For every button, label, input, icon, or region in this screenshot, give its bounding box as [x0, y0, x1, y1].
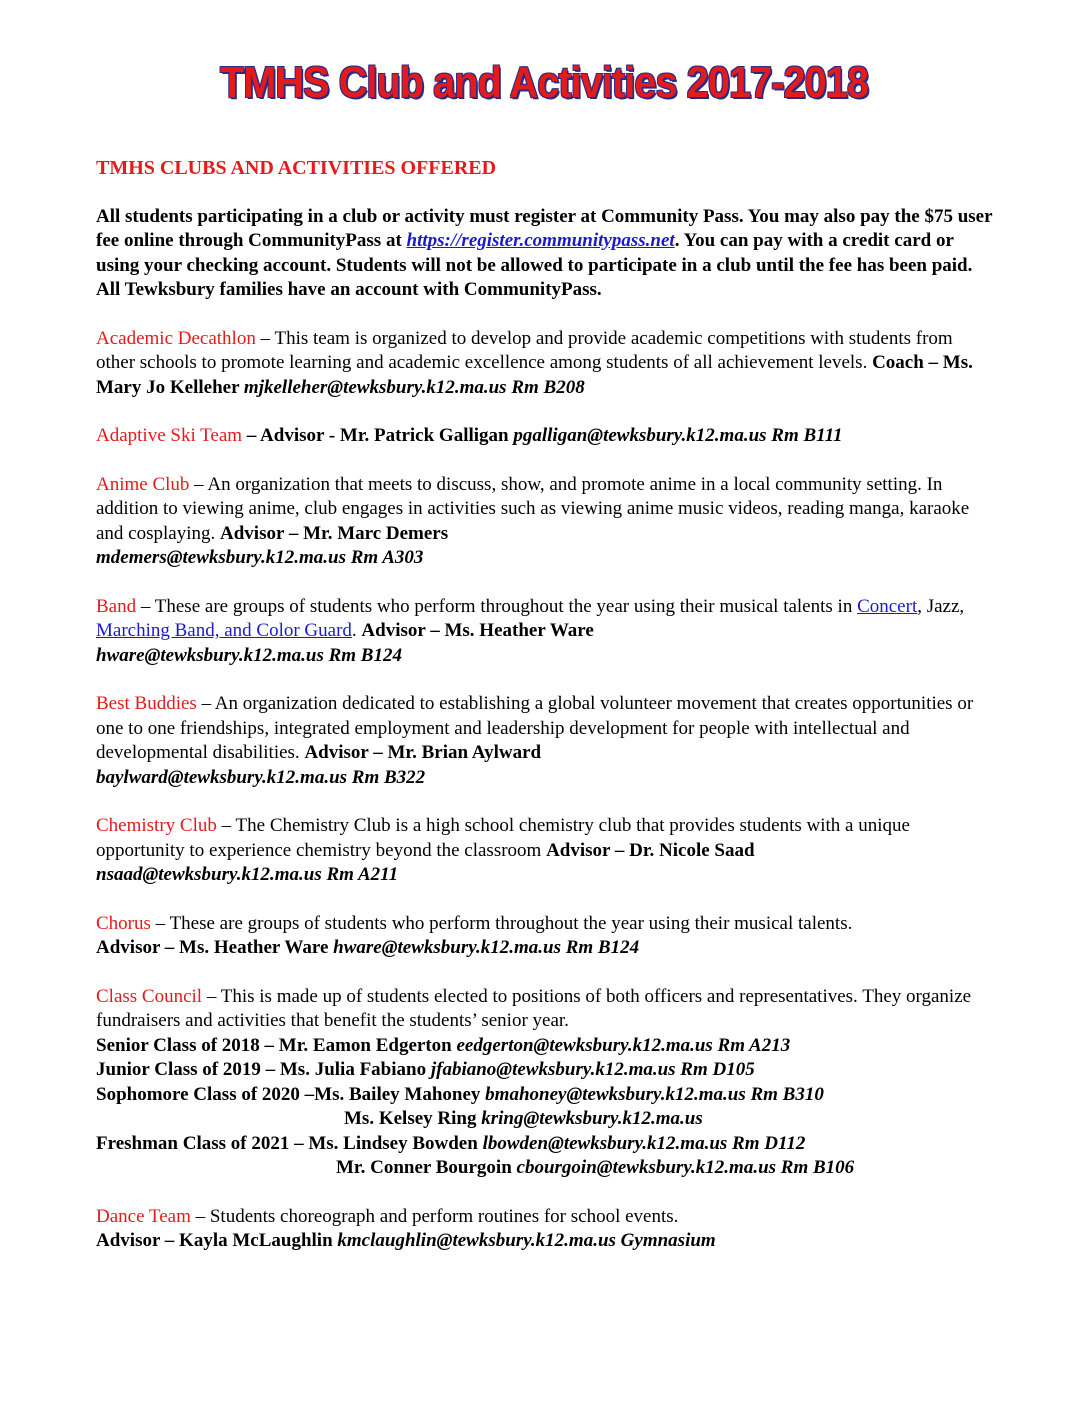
club-email-room: baylward@tewksbury.k12.ma.us Rm B322	[96, 766, 426, 788]
club-name: Anime Club	[96, 473, 190, 495]
club-name: Class Council	[96, 985, 203, 1007]
document-title: TMHS Club and Activities 2017-2018	[220, 58, 868, 107]
senior-class-email: eedgerton@tewksbury.k12.ma.us Rm A213	[456, 1034, 791, 1056]
freshman-class-advisor: Freshman Class of 2021 – Ms. Lindsey Bowden	[96, 1132, 483, 1154]
club-name: Academic Decathlon	[96, 327, 256, 349]
senior-class-advisor: Senior Class of 2018 – Mr. Eamon Edgerton	[96, 1034, 457, 1056]
club-chemistry	[96, 814, 996, 888]
sophomore-class-email-2: kring@tewksbury.k12.ma.us	[481, 1108, 703, 1129]
club-name: Dance Team	[96, 1205, 191, 1227]
club-email-room: hware@tewksbury.k12.ma.us Rm B124	[333, 937, 640, 958]
club-description: – This team is organized to develop and provide academic competitions with students from other schools to promote learning and academic excellence among students of all achievement levels.	[96, 327, 953, 373]
club-description: – These are groups of students who perform throughout the year using their musical talents in	[136, 595, 858, 617]
club-email-room: mjkelleher@tewksbury.k12.ma.us Rm B208	[243, 376, 585, 398]
concert-link[interactable]: Concert	[857, 595, 918, 617]
club-contact: – Advisor - Mr. Patrick Galligan	[242, 425, 514, 446]
club-description: – The Chemistry Club is a high school chemistry club that provides students with a unique opportunity to experience chemistry beyond the classroom	[96, 815, 910, 861]
club-description: .	[351, 620, 362, 641]
club-contact: Advisor – Ms. Heather Ware	[361, 620, 594, 641]
club-academic-decathlon	[96, 327, 996, 401]
club-adaptive-ski-team	[96, 424, 996, 449]
club-email-room: nsaad@tewksbury.k12.ma.us Rm A211	[96, 864, 399, 885]
freshman-class-email: lbowden@tewksbury.k12.ma.us Rm D112	[482, 1132, 806, 1154]
club-email-room: hware@tewksbury.k12.ma.us Rm B124	[96, 644, 402, 666]
senior-class-row	[96, 1034, 996, 1059]
club-email-room: kmclaughlin@tewksbury.k12.ma.us Gymnasium	[337, 1230, 716, 1251]
club-description: – Students choreograph and perform routines for school events.	[190, 1205, 679, 1227]
intro-text-2: . You can pay with a credit card or using your checking account. Students will not be allowed to participate in a club until the fee has been paid. All Tewksbury families have an account with CommunityPass.	[96, 230, 973, 300]
club-name: Chorus	[96, 912, 151, 934]
junior-class-row	[96, 1058, 996, 1083]
club-class-council	[96, 985, 996, 1181]
freshman-class-row	[96, 1132, 996, 1157]
club-dance-team	[96, 1205, 996, 1254]
club-description: , Jazz,	[917, 595, 965, 617]
junior-class-email: jfabiano@tewksbury.k12.ma.us Rm D105	[430, 1059, 755, 1080]
club-name: Best Buddies	[96, 693, 197, 714]
club-contact: Advisor – Ms. Heather Ware	[96, 937, 334, 958]
club-band	[96, 595, 996, 669]
sophomore-class-advisor-2: Ms. Kelsey Ring	[344, 1108, 482, 1129]
freshman-class-advisor-2: Mr. Conner Bourgoin	[336, 1157, 517, 1178]
sophomore-class-row	[96, 1083, 996, 1108]
club-email-room: pgalligan@tewksbury.k12.ma.us Rm B111	[513, 425, 843, 446]
club-contact: Advisor – Mr. Brian Aylward	[304, 742, 542, 763]
marching-band-link[interactable]: Marching Band, and Color Guard	[96, 620, 352, 641]
club-chorus	[96, 912, 996, 961]
club-contact: Advisor – Kayla McLaughlin	[96, 1230, 338, 1251]
club-contact: Advisor – Mr. Marc Demers	[220, 522, 449, 544]
club-name: Chemistry Club	[96, 815, 217, 836]
freshman-class-email-2: cbourgoin@tewksbury.k12.ma.us Rm B106	[516, 1157, 855, 1178]
community-pass-link[interactable]: https://register.communitypass.net	[406, 230, 675, 251]
club-contact: Advisor – Dr. Nicole Saad	[546, 839, 755, 861]
intro-text-1: All students participating in a club or activity must register at Community Pass. You may also pay the $75 user fee online through CommunityPass at	[96, 205, 993, 251]
freshman-class-row-2	[96, 1156, 996, 1181]
section-heading: TMHS CLUBS AND ACTIVITIES OFFERED	[96, 157, 497, 179]
junior-class-advisor: Junior Class of 2019 – Ms. Julia Fabiano	[96, 1059, 431, 1080]
document-body	[96, 156, 996, 1278]
club-contact: Coach – Ms. Mary Jo Kelleher	[96, 352, 973, 398]
sophomore-class-row-2	[96, 1107, 996, 1132]
club-description: – An organization dedicated to establishing a global volunteer movement that creates opportunities or one to one friendships, integrated employment and leadership development for people with intellectual and developmental disabilities.	[96, 693, 974, 763]
club-description: – An organization that meets to discuss, show, and promote anime in a local community setting. In addition to viewing anime, club engages in activities such as viewing anime music videos, reading manga, karaoke and cosplaying.	[96, 473, 970, 544]
club-description: – These are groups of students who perform throughout the year using their musical talents.	[150, 912, 853, 934]
intro-paragraph	[96, 205, 996, 303]
club-description: – This is made up of students elected to positions of both officers and representatives. They organize fundraisers and activities that benefit the students’ senior year.	[96, 985, 972, 1031]
club-name: Band	[96, 595, 137, 617]
sophomore-class-email: bmahoney@tewksbury.k12.ma.us Rm B310	[485, 1083, 824, 1105]
club-anime	[96, 473, 996, 571]
sophomore-class-advisor: Sophomore Class of 2020 –Ms. Bailey Mahoney	[96, 1083, 486, 1105]
club-name: Adaptive Ski Team	[96, 425, 243, 446]
club-email-room: mdemers@tewksbury.k12.ma.us Rm A303	[96, 547, 424, 568]
club-best-buddies	[96, 692, 996, 790]
